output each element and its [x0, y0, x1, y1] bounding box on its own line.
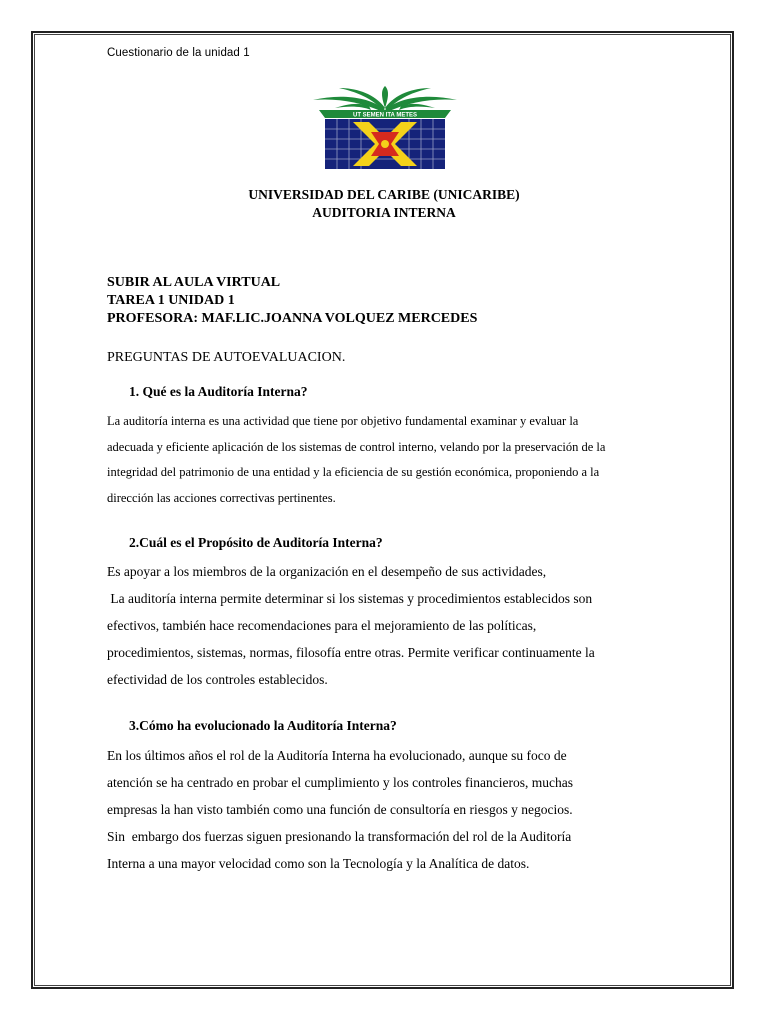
answer-line: atención se ha centrado en probar el cumplimiento y los controles financieros, muchas: [107, 775, 573, 790]
question-1-heading: 1. Qué es la Auditoría Interna?: [129, 384, 308, 399]
answer-line: procedimientos, sistemas, normas, filosofía entre otras. Permite verificar continuamente la: [107, 645, 595, 660]
logo-motto: UT SEMEN ITA METES: [352, 112, 418, 119]
university-logo: [309, 86, 461, 170]
assignment-line-3: PROFESORA: MAF.LIC.JOANNA VOLQUEZ MERCEDES: [107, 311, 478, 326]
answer-line: En los últimos años el rol de la Auditoría Interna ha evolucionado, aunque su foco de: [107, 748, 567, 763]
assignment-line-2: TAREA 1 UNIDAD 1: [107, 293, 235, 308]
answer-line: La auditoría interna permite determinar si los sistemas y procedimientos establecidos son: [107, 591, 593, 606]
answer-line: Interna a una mayor velocidad como son la Tecnología y la Analítica de datos.: [107, 856, 530, 871]
answer-line: dirección las acciones correctivas pertinentes.: [107, 490, 336, 505]
assignment-line-1: SUBIR AL AULA VIRTUAL: [107, 275, 281, 290]
document-header: Cuestionario de la unidad 1: [107, 47, 250, 59]
question-2-heading: 2.Cuál es el Propósito de Auditoría Interna?: [129, 535, 383, 550]
answer-line: integridad del patrimonio de una entidad y la eficiencia de su gestión económica, proponiendo a la: [107, 465, 600, 479]
question-3-heading: 3.Cómo ha evolucionado la Auditoría Interna?: [129, 718, 397, 733]
section-title: PREGUNTAS DE AUTOEVALUACION.: [107, 350, 346, 365]
palm-emblem: [313, 86, 457, 112]
answer-line: adecuada y eficiente aplicación de los sistemas de control interno, velando por la preservación de la: [107, 439, 606, 454]
answer-line: Es apoyar a los miembros de la organización en el desempeño de sus actividades,: [107, 564, 547, 579]
course-name: AUDITORIA INTERNA: [312, 205, 456, 220]
assignment-info: [107, 274, 477, 328]
question-2-answer: [107, 558, 667, 693]
answer-line: Sin embargo dos fuerzas siguen presionando la transformación del rol de la Auditoría: [107, 829, 572, 844]
answer-line: efectividad de los controles establecidos.: [107, 672, 328, 687]
document-title: [0, 186, 768, 222]
question-3-answer: [107, 742, 667, 877]
answer-line: empresas la han visto también como una función de consultoría en riesgos y negocios.: [107, 802, 573, 817]
answer-line: efectivos, también hace recomendaciones para el mejoramiento de las políticas,: [107, 618, 537, 633]
university-name: UNIVERSIDAD DEL CARIBE (UNICARIBE): [248, 187, 520, 202]
answer-line: La auditoría interna es una actividad que tiene por objetivo fundamental examinar y evaluar la: [107, 414, 579, 428]
shield-grid: [325, 119, 445, 169]
question-1-answer: [107, 409, 667, 511]
motto-ribbon: [319, 110, 451, 119]
